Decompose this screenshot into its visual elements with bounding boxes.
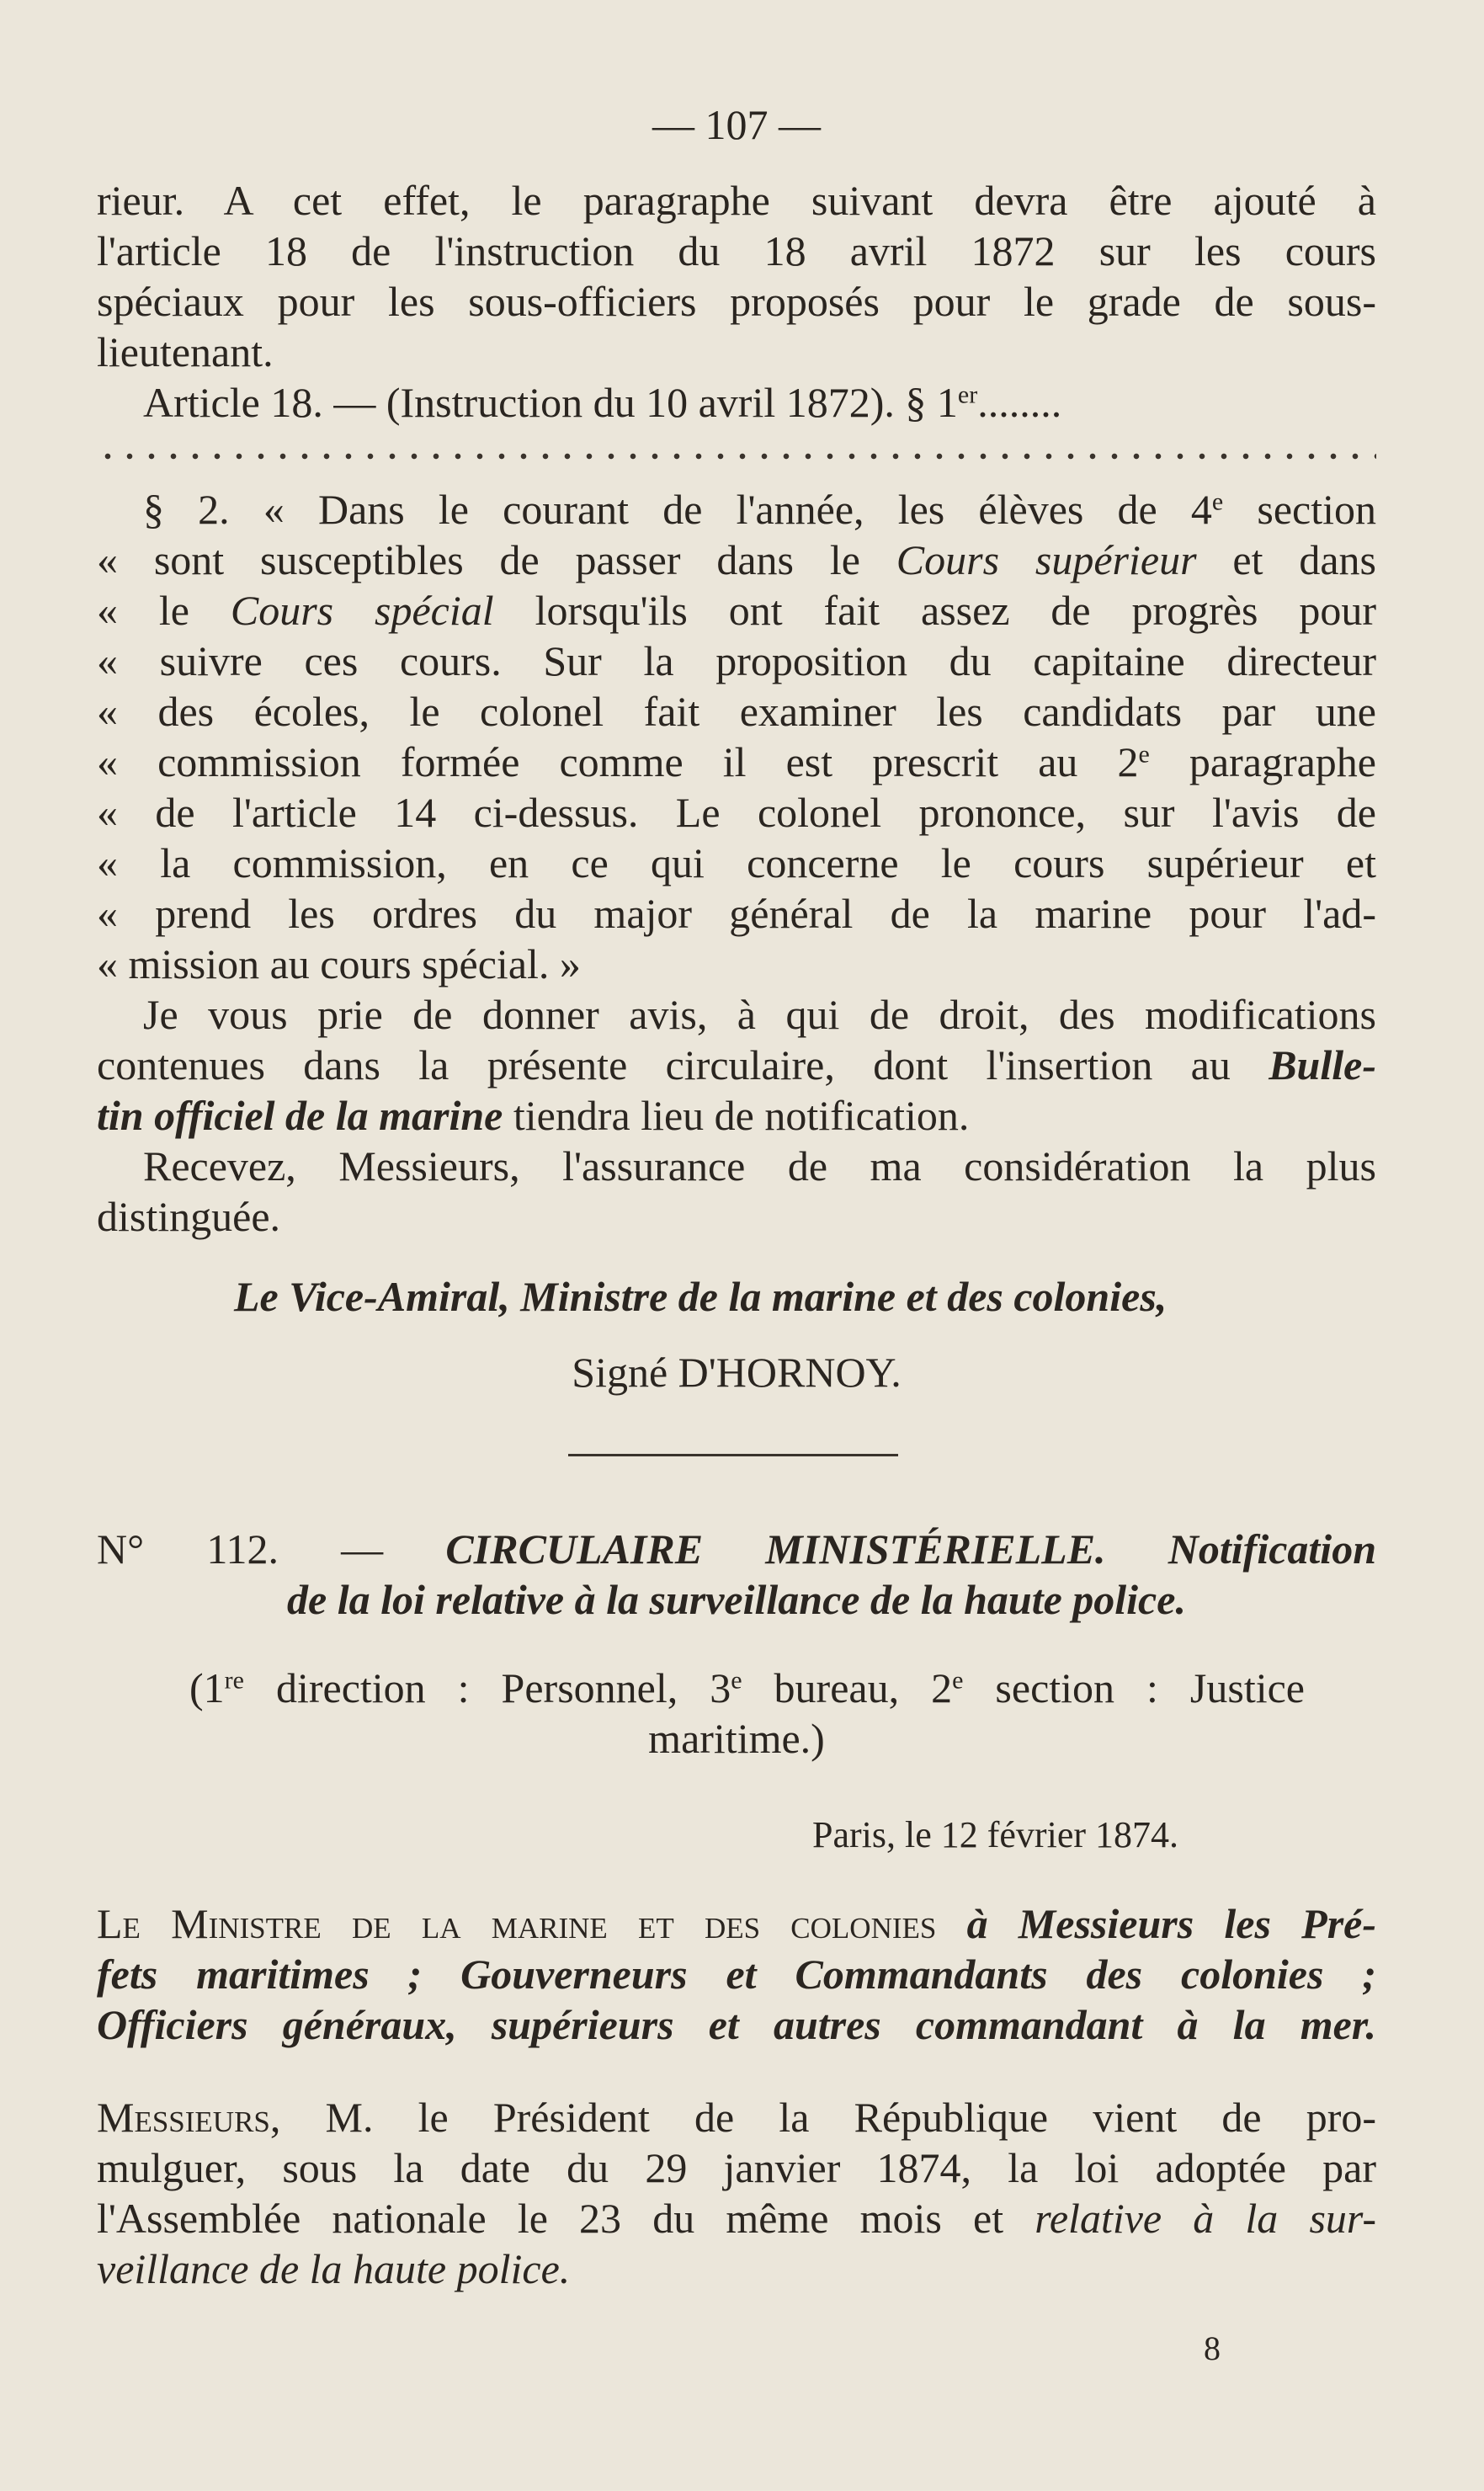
body-line: veillance de la haute police. <box>97 2245 571 2292</box>
closing-line: Recevez, Messieurs, l'assurance de ma considération la plus <box>143 1142 1376 1190</box>
address-line: Officiers généraux, supérieurs et autres commandant à la mer. <box>97 2001 1376 2048</box>
signature-name: Signé D'HORNOY. <box>572 1349 902 1396</box>
article-heading: Article 18. — (Instruction du 10 avril 1872). § 1er........ <box>143 379 1062 426</box>
page-number: — 107 — <box>652 101 821 148</box>
quote-line: « sont susceptibles de passer dans le Cours supérieur et dans <box>97 536 1376 583</box>
section-divider <box>568 1454 898 1456</box>
paragraph-line: contenues dans la présente circulaire, dont l'insertion au Bulle- <box>97 1041 1376 1088</box>
circular-heading: N° 112. — CIRCULAIRE MINISTÉRIELLE. Notification <box>97 1525 1376 1573</box>
paragraph-line: Je vous prie de donner avis, à qui de droit, des modifications <box>143 991 1376 1038</box>
quote-line: « prend les ordres du major général de la marine pour l'ad- <box>97 890 1376 937</box>
ellipsis-dot-row <box>97 448 1376 465</box>
paragraph-line: lieutenant. <box>97 328 274 375</box>
quote-line: « des écoles, le colonel fait examiner les candidats par une <box>97 688 1376 735</box>
date-line: Paris, le 12 février 1874. <box>812 1814 1178 1855</box>
quote-line: « suivre ces cours. Sur la proposition du capitaine directeur <box>97 637 1376 684</box>
direction-line: (1re direction : Personnel, 3e bureau, 2e section : Justice <box>189 1664 1305 1711</box>
paragraph-line: rieur. A cet effet, le paragraphe suivant devra être ajouté à <box>97 177 1376 224</box>
quote-line: « de l'article 14 ci-dessus. Le colonel prononce, sur l'avis de <box>97 789 1376 836</box>
closing-line: distinguée. <box>97 1193 281 1240</box>
paragraph-line: tin officiel de la marine tiendra lieu de notification. <box>97 1092 970 1139</box>
address-line: fets maritimes ; Gouverneurs et Commandants des colonies ; <box>97 1951 1376 1998</box>
quote-line: § 2. « Dans le courant de l'année, les élèves de 4e section <box>143 486 1376 533</box>
signature-mark: 8 <box>1204 2329 1221 2367</box>
address-line: Le Ministre de la marine et des colonies à Messieurs les Pré- <box>97 1900 1376 1947</box>
paragraph-line: spéciaux pour les sous-officiers proposés pour le grade de sous- <box>97 278 1376 325</box>
quote-line: « la commission, en ce qui concerne le cours supérieur et <box>97 839 1376 886</box>
signature-title: Le Vice-Amiral, Ministre de la marine et des colonies, <box>234 1273 1168 1320</box>
paragraph-line: l'article 18 de l'instruction du 18 avril 1872 sur les cours <box>97 227 1376 274</box>
body-line: mulguer, sous la date du 29 janvier 1874, la loi adoptée par <box>97 2144 1376 2191</box>
body-line: l'Assemblée nationale le 23 du même mois et relative à la sur- <box>97 2195 1377 2242</box>
quote-line: « mission au cours spécial. » <box>97 940 581 987</box>
quote-line: « le Cours spécial lorsqu'ils ont fait assez de progrès pour <box>97 587 1376 634</box>
direction-line: maritime.) <box>648 1715 825 1762</box>
body-line: Messieurs, M. le Président de la République vient de pro- <box>97 2094 1376 2141</box>
quote-line: « commission formée comme il est prescrit au 2e paragraphe <box>97 738 1376 785</box>
circular-subheading: de la loi relative à la surveillance de la haute police. <box>287 1576 1186 1623</box>
